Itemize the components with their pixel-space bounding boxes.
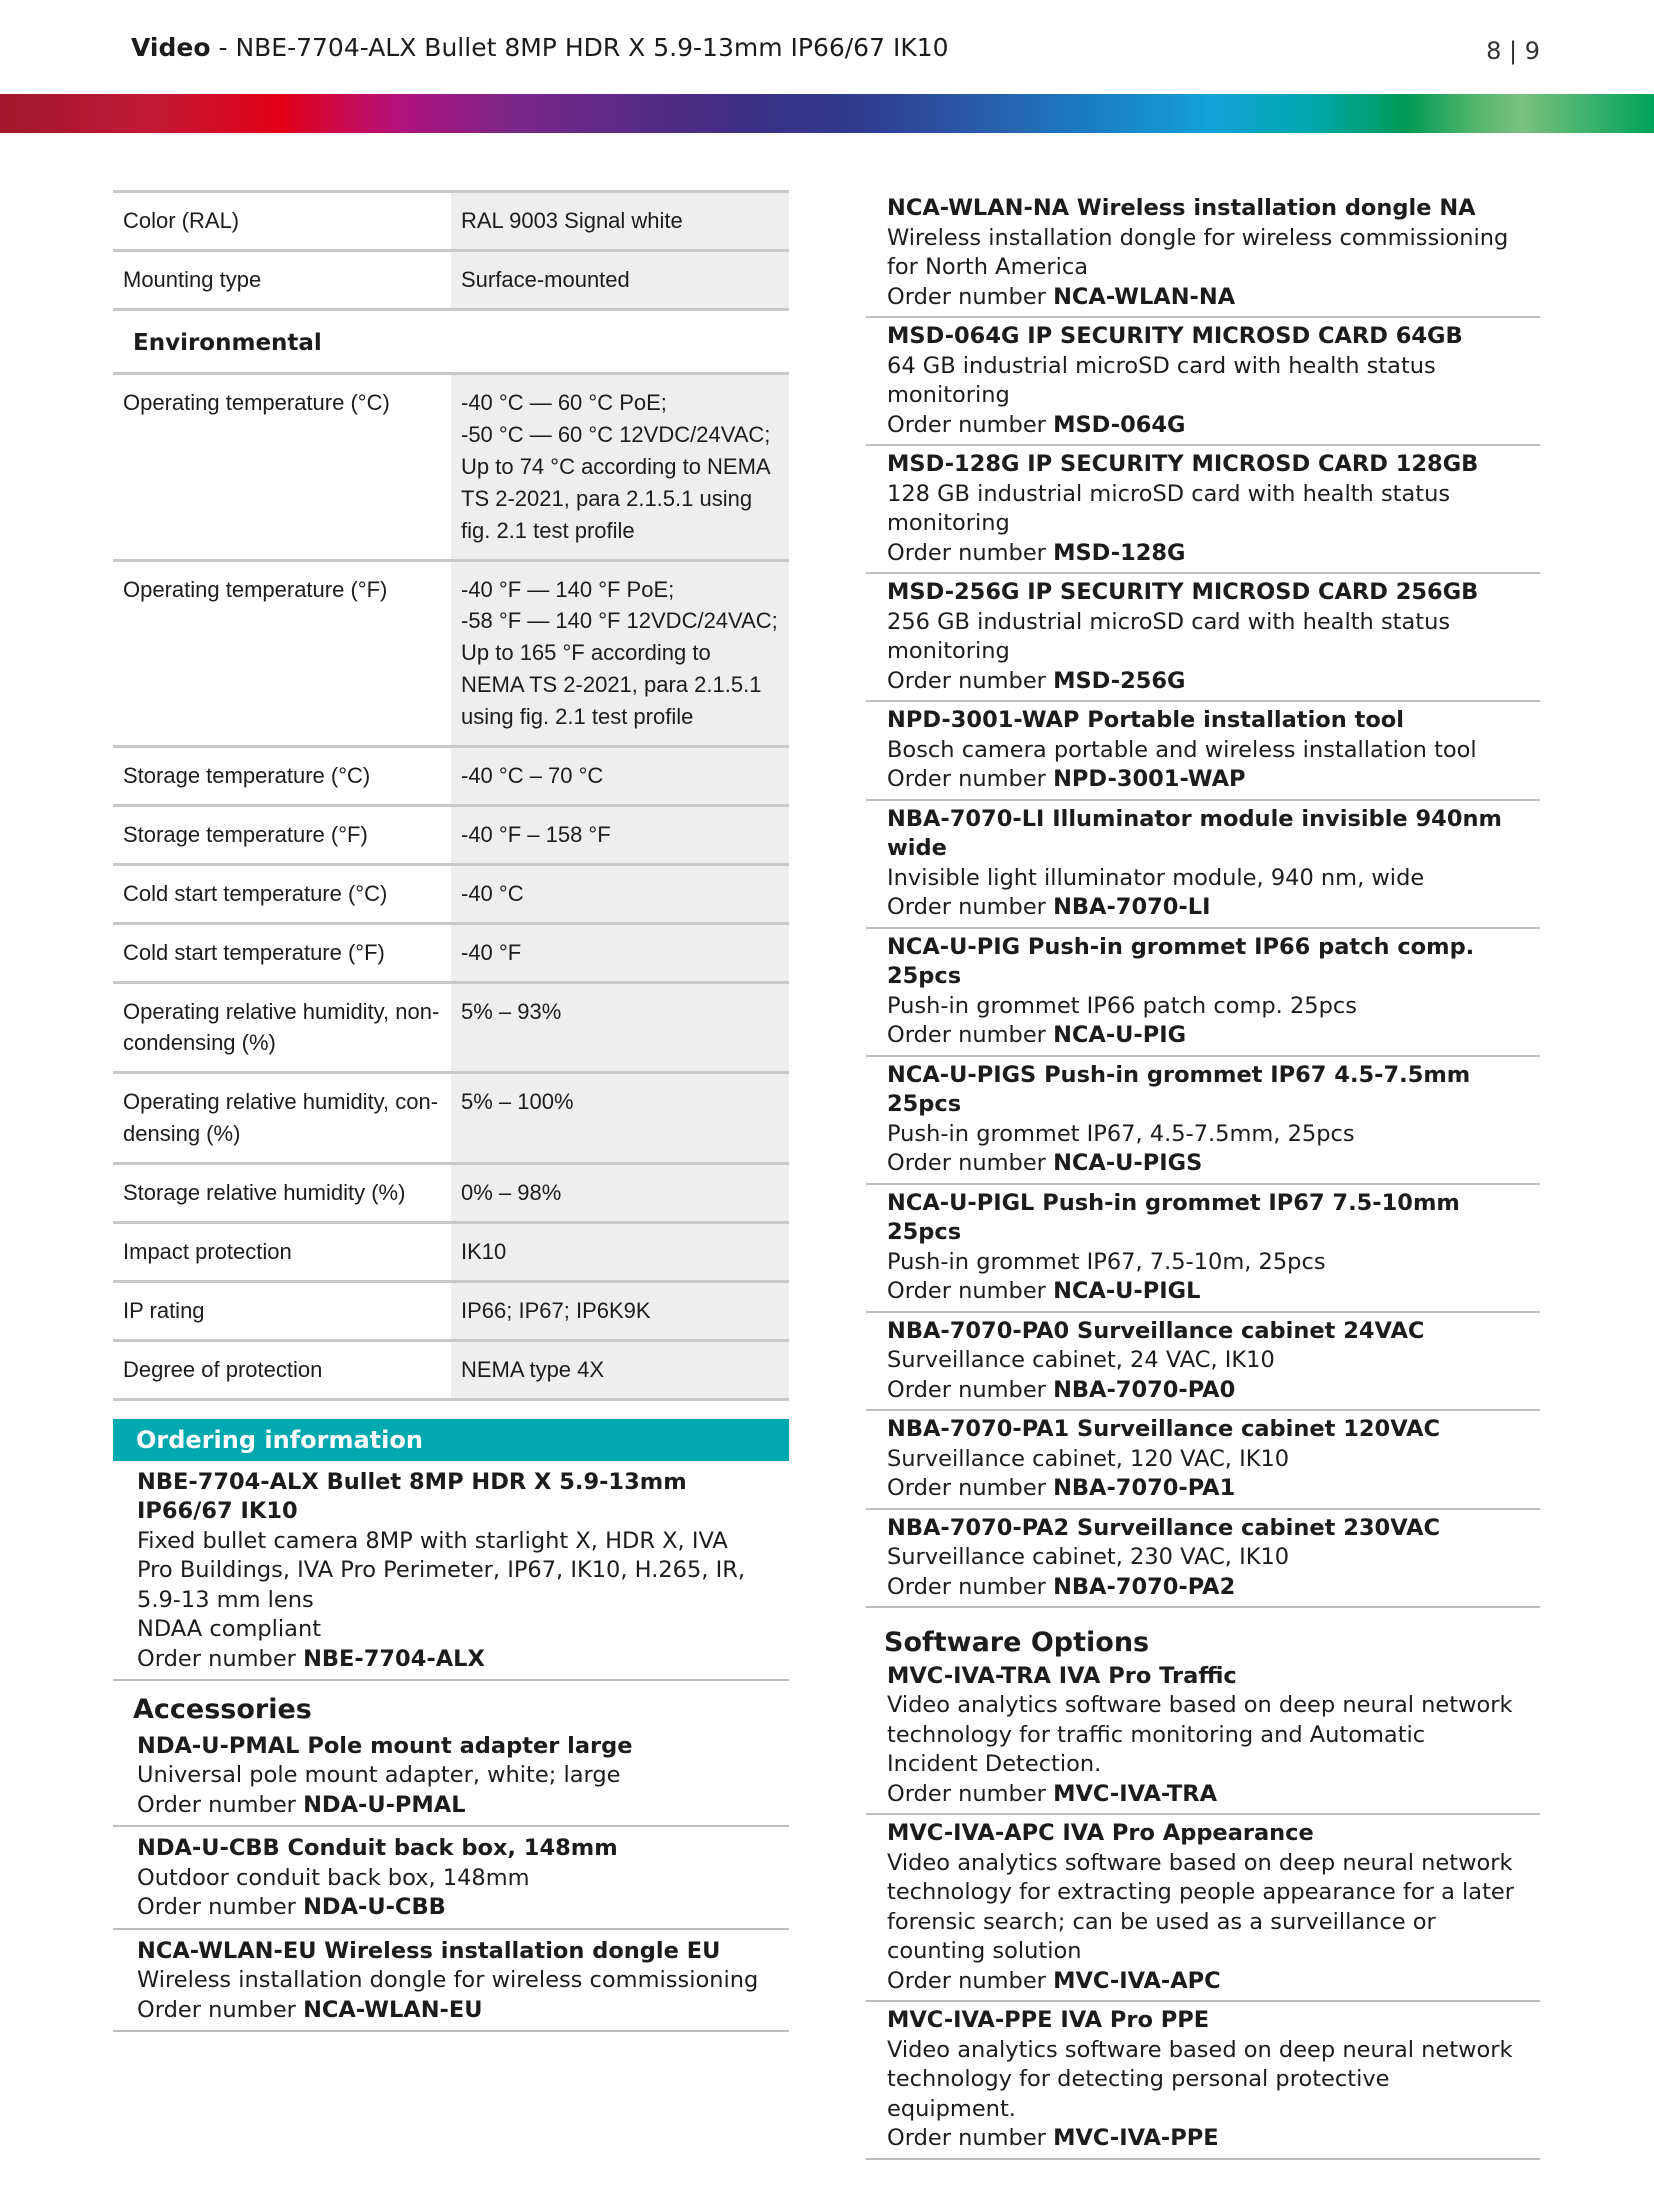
- entry-desc: Push-in grommet IP66 patch comp. 25pcs: [887, 992, 1357, 1019]
- order-number: MVC-IVA-TRA: [1053, 1780, 1218, 1807]
- spec-value-line: IK10: [461, 1239, 507, 1265]
- entry-desc: Push-in grommet IP67, 4.5-7.5mm, 25pcs: [887, 1120, 1355, 1147]
- accessory-item: [866, 929, 1540, 1057]
- spec-value: [451, 560, 789, 746]
- order-prefix: Order number: [887, 894, 1054, 920]
- spec-value: [451, 1073, 789, 1164]
- spec-label: Operating temperature (°F): [113, 560, 451, 746]
- spec-label: Cold start temperature (°C): [113, 864, 451, 923]
- entry-order: [137, 1645, 765, 1675]
- order-prefix: Order number: [137, 1645, 304, 1672]
- spec-row: [113, 805, 789, 864]
- order-prefix: Order number: [887, 1780, 1054, 1807]
- environmental-heading: Environmental: [113, 309, 789, 373]
- spec-value-line: -40 °F: [461, 939, 522, 965]
- entry-desc: 64 GB industrial microSD card with health status monitoring: [887, 352, 1436, 408]
- entry-desc: Video analytics software based on deep neural network technology for detecting personal protective equipment.: [887, 2036, 1513, 2122]
- entry-desc: NDAA compliant: [137, 1616, 322, 1643]
- order-number: MSD-064G: [1053, 411, 1186, 438]
- spec-value: [451, 747, 789, 806]
- entry-title: NCA-U-PIGS Push-in grommet IP67 4.5-7.5mm 25pcs: [887, 1061, 1471, 1117]
- spec-row: [113, 1164, 789, 1223]
- order-number: NBA-7070-PA1: [1053, 1475, 1236, 1501]
- spec-label: Storage temperature (°F): [113, 805, 451, 864]
- entry-desc: 128 GB industrial microSD card with health status monitoring: [887, 480, 1451, 536]
- entry-title: NCA-WLAN-NA Wireless installation dongle NA: [887, 195, 1476, 221]
- entry-desc: Video analytics software based on deep neural network technology for extracting people appearance for a later forensic search; can be used as a surveillance or counting solution: [887, 1849, 1514, 1964]
- spec-label: Operating temperature (°C): [113, 374, 451, 560]
- order-number: NDA-U-CBB: [303, 1894, 446, 1921]
- spec-value: [451, 1223, 789, 1282]
- spec-value-line: Up to 74 °C according to NEMA TS 2-2021, para 2.1.5.1 using fig. 2.1 test profile: [461, 453, 770, 543]
- order-number: MVC-IVA-PPE: [1053, 2125, 1219, 2151]
- order-prefix: Order number: [887, 766, 1054, 792]
- spec-value: [451, 923, 789, 982]
- entry-order: [137, 1996, 765, 2026]
- spec-value: [451, 1164, 789, 1223]
- entry-desc: Surveillance cabinet, 120 VAC, IK10: [887, 1445, 1290, 1472]
- entry-title: NBA-7070-LI Illuminator module invisible 940nm wide: [887, 805, 1502, 861]
- entry-desc: Surveillance cabinet, 24 VAC, IK10: [887, 1347, 1275, 1373]
- order-number: MVC-IVA-APC: [1053, 1967, 1221, 1994]
- environmental-section: [113, 309, 789, 373]
- entry-order: [887, 2124, 1520, 2154]
- spec-value: [451, 1340, 789, 1399]
- entry-desc: Wireless installation dongle for wireless commissioning for North America: [887, 224, 1509, 280]
- spec-value: [451, 192, 789, 251]
- order-number: MSD-128G: [1053, 539, 1186, 566]
- spec-value-line: 5% – 93%: [461, 998, 562, 1024]
- order-prefix: Order number: [887, 1022, 1054, 1048]
- order-number: NBA-7070-PA2: [1053, 1573, 1236, 1600]
- order-number: NCA-WLAN-NA: [1053, 283, 1236, 310]
- order-prefix: Order number: [887, 411, 1054, 438]
- order-number: NCA-WLAN-EU: [303, 1996, 483, 2023]
- order-number: NBA-7070-LI: [1053, 894, 1211, 920]
- spec-value-line: -40 °C – 70 °C: [461, 763, 604, 789]
- accessory-item: [866, 1510, 1540, 1609]
- accessory-item: [866, 318, 1540, 446]
- entry-title: MSD-064G IP SECURITY MICROSD CARD 64GB: [887, 323, 1463, 349]
- order-prefix: Order number: [887, 667, 1054, 694]
- entry-title: NCA-WLAN-EU Wireless installation dongle EU: [137, 1937, 721, 1964]
- entry-desc: Fixed bullet camera 8MP with starlight X, HDR X, IVA Pro Buildings, IVA Pro Perimeter, IP67, IK10, H.265, IR, 5.9-13 mm lens: [137, 1527, 746, 1613]
- accessory-item: [866, 702, 1540, 801]
- spec-value: [451, 1281, 789, 1340]
- header-title: NBE-7704-ALX Bullet 8MP HDR X 5.9-13mm IP66/67 IK10: [235, 33, 949, 62]
- spec-value-line: -40 °C — 60 °C PoE;: [461, 390, 667, 416]
- order-number: NCA-U-PIG: [1053, 1022, 1187, 1048]
- ordering-heading: Ordering information: [113, 1419, 789, 1461]
- spec-table: [113, 190, 789, 1401]
- entry-title: NPD-3001-WAP Portable installation tool: [887, 707, 1404, 733]
- software-item: [866, 1815, 1540, 2002]
- order-prefix: Order number: [887, 1475, 1054, 1501]
- spec-row: [113, 1340, 789, 1399]
- entry-title: MVC-IVA-APC IVA Pro Appearance: [887, 1820, 1314, 1846]
- accessory-item: [866, 1057, 1540, 1185]
- spec-row: [113, 864, 789, 923]
- order-number: NCA-U-PIGS: [1053, 1150, 1203, 1176]
- entry-desc: Invisible light illuminator module, 940 nm, wide: [887, 864, 1425, 891]
- spec-row: [113, 1223, 789, 1282]
- spec-row: [113, 192, 789, 251]
- spec-value-line: -40 °C: [461, 880, 524, 906]
- spec-value-line: -40 °F – 158 °F: [461, 821, 611, 847]
- entry-order: [887, 1967, 1520, 1997]
- entry-title: NDA-U-PMAL Pole mount adapter large: [137, 1732, 633, 1759]
- spec-row: [113, 374, 789, 560]
- entry-title: NCA-U-PIG Push-in grommet IP66 patch comp. 25pcs: [887, 933, 1475, 989]
- entry-title: NBA-7070-PA2 Surveillance cabinet 230VAC: [887, 1514, 1441, 1541]
- entry-order: [887, 1021, 1520, 1051]
- accessory-item: [866, 1185, 1540, 1313]
- order-prefix: Order number: [137, 1791, 304, 1818]
- entry-order: [887, 893, 1520, 923]
- spec-label: Operating relative humidity, non-condensing (%): [113, 982, 451, 1073]
- entry-desc: Bosch camera portable and wireless installation tool: [887, 736, 1477, 763]
- entry-desc: Wireless installation dongle for wireless commissioning: [137, 1967, 759, 1994]
- spec-value-line: 5% – 100%: [461, 1089, 574, 1115]
- entry-title: NBA-7070-PA0 Surveillance cabinet 24VAC: [887, 1317, 1425, 1344]
- accessory-item: [866, 1313, 1540, 1412]
- software-item: [866, 1658, 1540, 1816]
- entry-order: [887, 1474, 1520, 1504]
- color-band: [0, 94, 1654, 133]
- order-number: NDA-U-PMAL: [303, 1791, 466, 1818]
- spec-label: Cold start temperature (°F): [113, 923, 451, 982]
- entry-order: [887, 1277, 1520, 1307]
- entry-order: [887, 1376, 1520, 1406]
- header-category: Video: [131, 33, 211, 62]
- entry-order: [887, 411, 1520, 441]
- spec-row: [113, 250, 789, 309]
- order-prefix: Order number: [137, 1894, 304, 1921]
- spec-value: [451, 982, 789, 1073]
- spec-value-line: IP66; IP67; IP6K9K: [461, 1297, 651, 1323]
- software-item: [866, 2002, 1540, 2160]
- entry-title: NDA-U-CBB Conduit back box, 148mm: [137, 1835, 618, 1862]
- order-prefix: Order number: [887, 1573, 1054, 1600]
- spec-value-line: -40 °F — 140 °F PoE;: [461, 576, 675, 602]
- spec-row: [113, 923, 789, 982]
- spec-value-line: NEMA type 4X: [461, 1356, 605, 1382]
- spec-label: Operating relative humidity, con-densing (%): [113, 1073, 451, 1164]
- accessory-item: [113, 1930, 789, 2033]
- entry-desc: Push-in grommet IP67, 7.5-10m, 25pcs: [887, 1248, 1326, 1275]
- right-column: [866, 190, 1540, 2160]
- accessory-item: [866, 446, 1540, 574]
- entry-order: [887, 283, 1520, 313]
- spec-label: Mounting type: [113, 250, 451, 309]
- spec-value-line: -58 °F — 140 °F 12VDC/24VAC;: [461, 608, 778, 634]
- spec-label: Impact protection: [113, 1223, 451, 1282]
- entry-desc: Surveillance cabinet, 230 VAC, IK10: [887, 1544, 1290, 1570]
- entry-desc: Outdoor conduit back box, 148mm: [137, 1864, 530, 1891]
- spec-label: IP rating: [113, 1281, 451, 1340]
- spec-value-line: RAL 9003 Signal white: [461, 208, 683, 233]
- entry-title: MSD-128G IP SECURITY MICROSD CARD 128GB: [887, 451, 1479, 477]
- software-heading: Software Options: [884, 1627, 1150, 1658]
- spec-row: [113, 560, 789, 746]
- entry-desc: Video analytics software based on deep neural network technology for traffic monitoring and Automatic Incident Detection.: [887, 1692, 1513, 1777]
- entry-title: NBA-7070-PA1 Surveillance cabinet 120VAC: [887, 1416, 1441, 1442]
- order-prefix: Order number: [137, 1996, 304, 2023]
- spec-value-line: 0% – 98%: [461, 1180, 562, 1206]
- accessories-list-continued: [866, 190, 1540, 1608]
- accessories-heading: Accessories: [133, 1694, 312, 1726]
- entry-order: [887, 1573, 1520, 1603]
- entry-order: [887, 765, 1520, 795]
- entry-order: [887, 539, 1520, 569]
- accessory-item: [113, 1827, 789, 1930]
- spec-value: [451, 864, 789, 923]
- spec-row: [113, 1281, 789, 1340]
- spec-label: Degree of protection: [113, 1340, 451, 1399]
- order-prefix: Order number: [887, 2125, 1054, 2151]
- order-number: NCA-U-PIGL: [1053, 1278, 1201, 1304]
- order-prefix: Order number: [887, 1376, 1054, 1403]
- order-prefix: Order number: [887, 283, 1054, 310]
- spec-value: [451, 250, 789, 309]
- entry-order: [137, 1893, 765, 1923]
- spec-value-line: Up to 165 °F according to NEMA TS 2-2021, para 2.1.5.1 using fig. 2.1 test profile: [461, 640, 762, 730]
- product-entry: [113, 1461, 789, 1682]
- accessories-list: [113, 1725, 789, 2033]
- left-column: [113, 190, 789, 2032]
- accessory-item: [866, 190, 1540, 318]
- header-separator: -: [210, 33, 236, 62]
- spec-label: Storage relative humidity (%): [113, 1164, 451, 1223]
- spec-label: Storage temperature (°C): [113, 747, 451, 806]
- entry-title: NCA-U-PIGL Push-in grommet IP67 7.5-10mm 25pcs: [887, 1189, 1460, 1245]
- order-prefix: Order number: [887, 1278, 1054, 1304]
- accessory-item: [866, 1411, 1540, 1510]
- spec-row: [113, 982, 789, 1073]
- entry-order: [887, 1149, 1520, 1179]
- accessory-item: [866, 574, 1540, 702]
- spec-row: [113, 1073, 789, 1164]
- order-number: MSD-256G: [1053, 667, 1186, 694]
- order-prefix: Order number: [887, 539, 1054, 566]
- entry-title: MSD-256G IP SECURITY MICROSD CARD 256GB: [887, 579, 1479, 605]
- spec-value: [451, 805, 789, 864]
- order-prefix: Order number: [887, 1150, 1054, 1176]
- entry-desc: 256 GB industrial microSD card with health status monitoring: [887, 608, 1451, 664]
- order-number: NBA-7070-PA0: [1053, 1376, 1236, 1403]
- entry-order: [137, 1791, 765, 1821]
- spec-value-line: Surface-mounted: [461, 266, 630, 292]
- page-header: [131, 33, 1531, 62]
- software-list: [866, 1658, 1540, 2160]
- ordering-block: [113, 1461, 789, 2033]
- spec-value: [451, 374, 789, 560]
- spec-value-line: -50 °C — 60 °C 12VDC/24VAC;: [461, 422, 771, 448]
- accessory-item: [113, 1725, 789, 1828]
- spec-label: Color (RAL): [113, 192, 451, 251]
- page-number: 8 | 9: [1486, 37, 1540, 65]
- entry-title: MVC-IVA-PPE IVA Pro PPE: [887, 2007, 1210, 2033]
- accessory-item: [866, 801, 1540, 929]
- entry-title: MVC-IVA-TRA IVA Pro Traffic: [887, 1662, 1237, 1689]
- entry-desc: Universal pole mount adapter, white; large: [137, 1762, 621, 1789]
- order-number: NBE-7704-ALX: [303, 1645, 485, 1672]
- spec-row: [113, 747, 789, 806]
- order-prefix: Order number: [887, 1967, 1054, 1994]
- entry-title: NBE-7704-ALX Bullet 8MP HDR X 5.9-13mm IP66/67 IK10: [137, 1468, 687, 1525]
- entry-order: [887, 1780, 1520, 1810]
- order-number: NPD-3001-WAP: [1053, 766, 1246, 792]
- entry-order: [887, 667, 1520, 697]
